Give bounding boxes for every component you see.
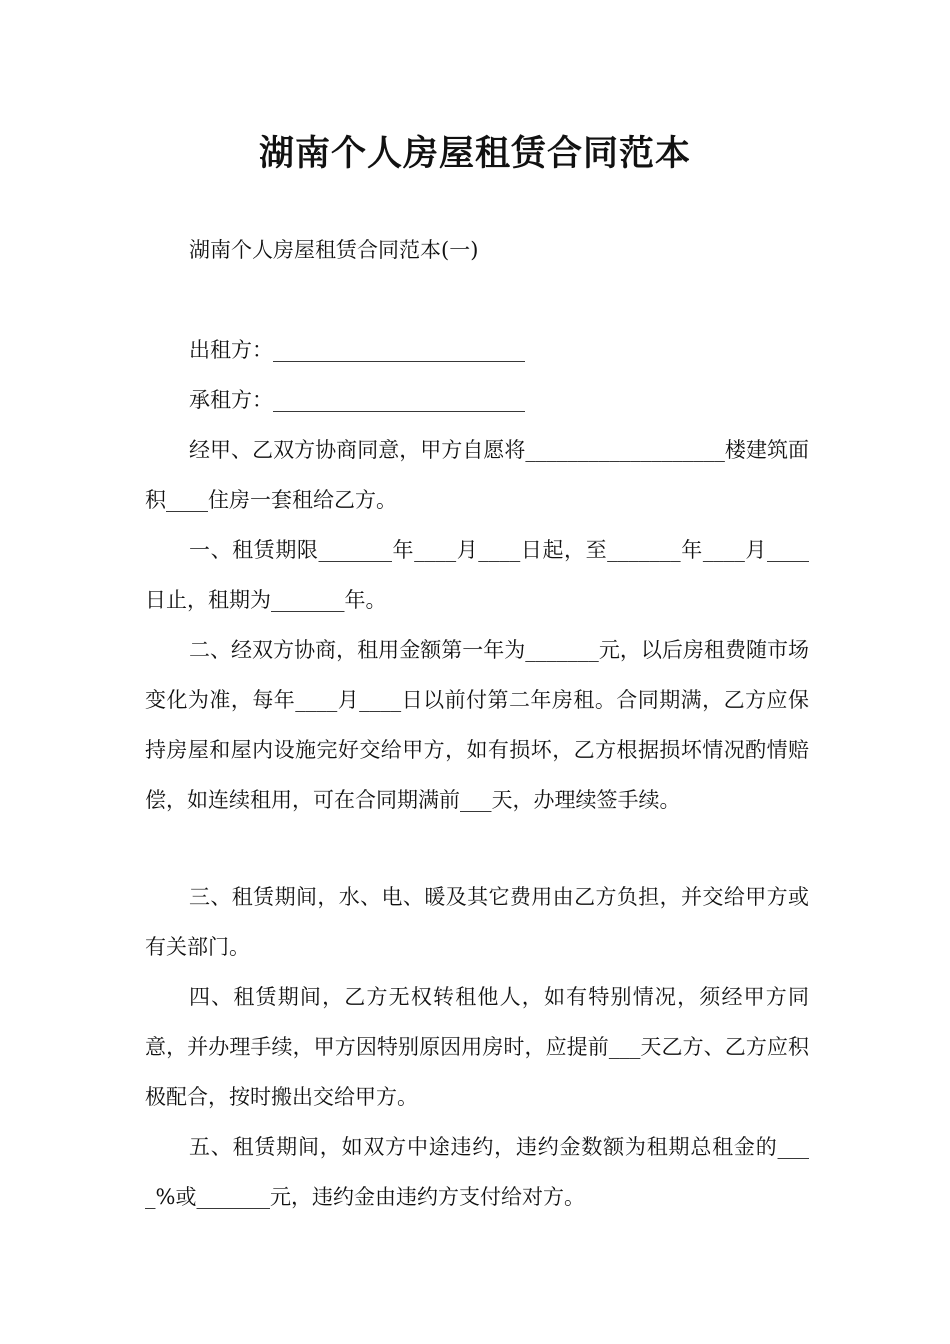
document-title: 湖南个人房屋租赁合同范本 [258,134,691,174]
lessor-line: 出租方：________________________ [189,338,525,362]
clause-3-paragraph: 三、租赁期间，水、电、暖及其它费用由乙方负担，并交给甲方或有关部门。 [145,885,809,959]
clause-1-paragraph: 一、租赁期限_______年____月____日起，至_______年____月____日止，租期为_______年。 [145,538,809,612]
intro-paragraph: 经甲、乙双方协商同意，甲方自愿将___________________楼建筑面积____住房一套租给乙方。 [145,438,809,512]
clause-4-paragraph: 四、租赁期间，乙方无权转租他人，如有特别情况，须经甲方同意，并办理手续，甲方因特别原因用房时，应提前___天乙方、乙方应积极配合，按时搬出交给甲方。 [145,985,809,1109]
clause-2-paragraph: 二、经双方协商，租用金额第一年为_______元，以后房租费随市场变化为准，每年____月____日以前付第二年房租。合同期满，乙方应保持房屋和屋内设施完好交给甲方，如有损坏，乙方根据损坏情况酌情赔偿，如连续租用，可在合同期满前___天，办理续签手续。 [145,638,809,812]
clause-5-paragraph: 五、租赁期间，如双方中途违约，违约金数额为租期总租金的____%或_______元，违约金由违约方支付给对方。 [145,1135,809,1209]
lessee-line: 承租方：________________________ [189,388,525,412]
document-subtitle: 湖南个人房屋租赁合同范本(一) [189,238,479,262]
